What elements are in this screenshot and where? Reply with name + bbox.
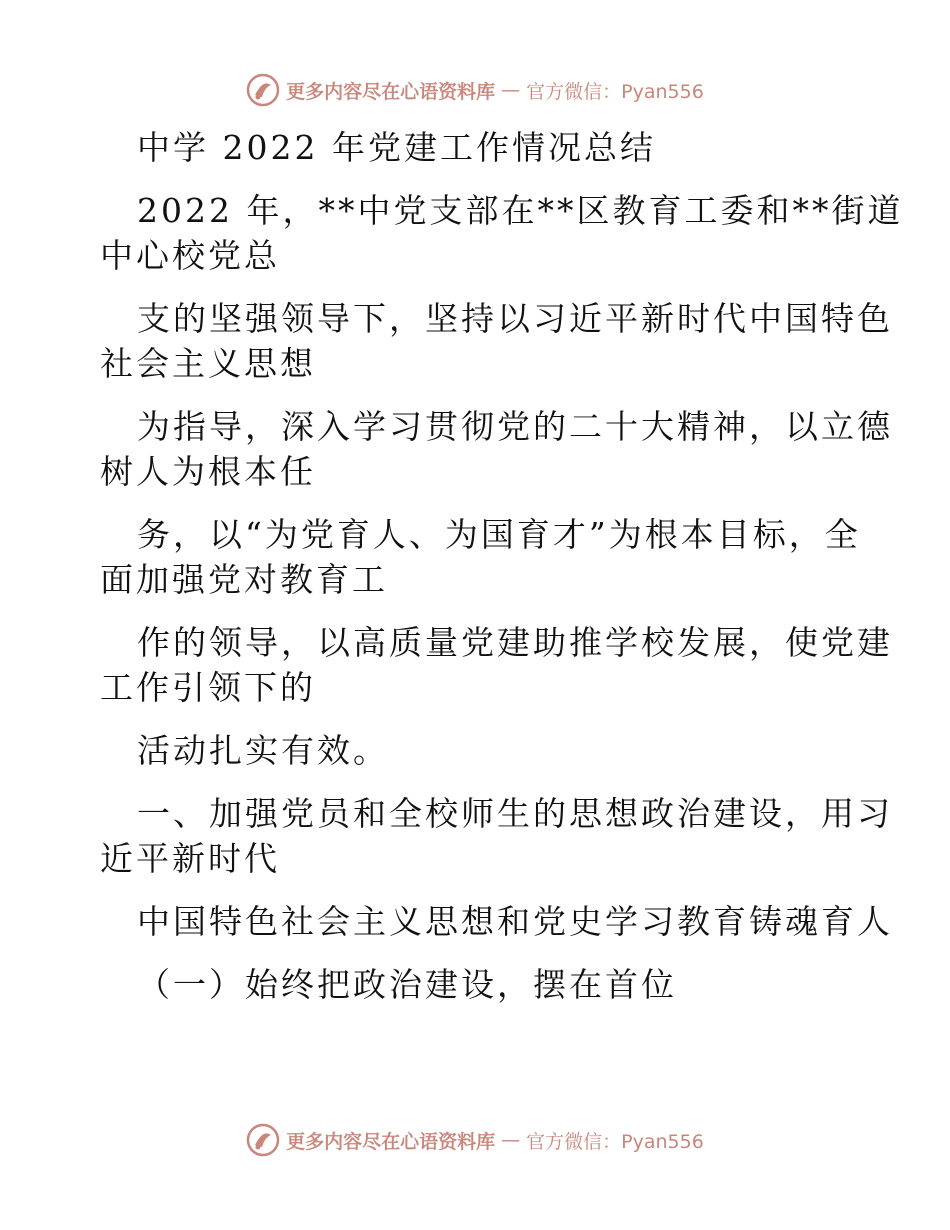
section-heading: 一、加强党员和全校师生的思想政治建设，用习 — [137, 794, 893, 833]
subsection-heading: （一）始终把政治建设，摆在首位 — [137, 965, 677, 1004]
footer-watermark — [0, 1120, 950, 1160]
watermark-handle: 官方微信：Pyan556 — [526, 1130, 704, 1153]
watermark-handle: 官方微信：Pyan556 — [526, 80, 704, 103]
paragraph-line: 中心校党总 — [100, 236, 280, 275]
document-title: 中学 2022 年党建工作情况总结 — [137, 128, 656, 167]
section-heading-continued: 近平新时代 — [100, 839, 280, 878]
paragraph-line: 活动扎实有效。 — [137, 731, 389, 770]
paragraph-line: 树人为根本任 — [100, 452, 316, 491]
paragraph-line: 务，以“为党育人、为国育才”为根本目标，全 — [137, 515, 861, 554]
paragraph-line: 中国特色社会主义思想和党史学习教育铸魂育人 — [137, 902, 893, 941]
watermark-separator: — — [501, 1129, 521, 1151]
paragraph-line: 作的领导，以高质量党建助推学校发展，使党建 — [137, 623, 893, 662]
watermark-text: 更多内容尽在心语资料库 — [286, 80, 496, 103]
watermark-text: 更多内容尽在心语资料库 — [286, 1130, 496, 1153]
paragraph-line: 2022 年，**中党支部在**区教育工委和**街道 — [137, 191, 904, 230]
paragraph-line: 支的坚强领导下，坚持以习近平新时代中国特色 — [137, 299, 893, 338]
header-watermark — [0, 70, 950, 110]
document-body — [100, 125, 904, 1007]
logo-icon — [246, 1123, 280, 1157]
paragraph-line: 面加强党对教育工 — [100, 560, 388, 599]
logo-icon — [246, 73, 280, 107]
watermark-separator: — — [501, 79, 521, 101]
paragraph-line: 社会主义思想 — [100, 344, 316, 383]
paragraph-line: 工作引领下的 — [100, 668, 316, 707]
paragraph-line: 为指导，深入学习贯彻党的二十大精神，以立德 — [137, 407, 893, 446]
